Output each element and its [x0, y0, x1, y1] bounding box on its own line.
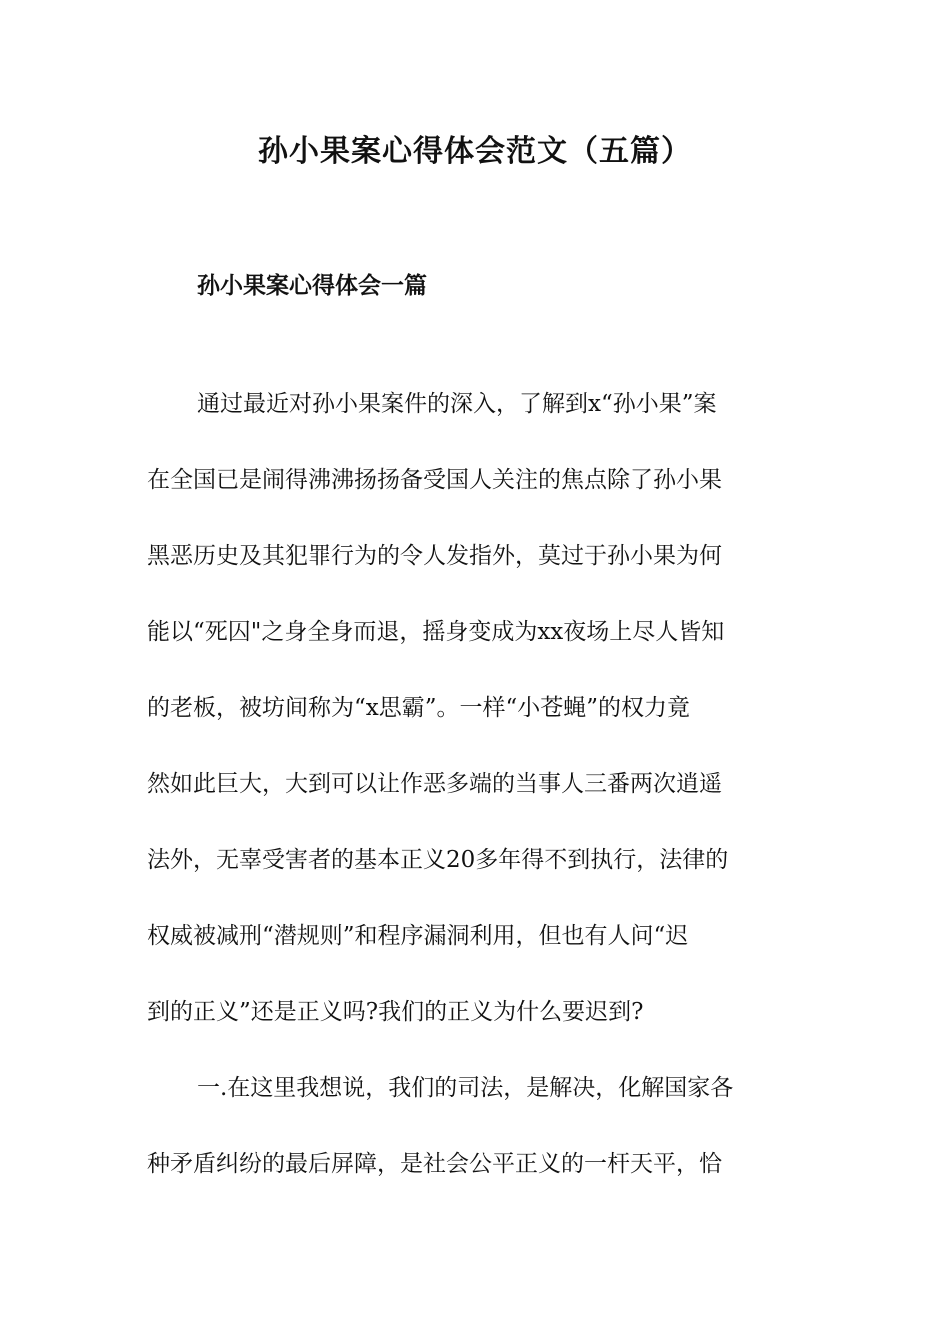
text-line: 法外，无辜受害者的基本正义20多年得不到执行，法律的 — [147, 847, 729, 873]
text-line: 一.在这里我想说，我们的司法，是解决，化解国家各 — [197, 1075, 734, 1101]
document-body — [147, 366, 807, 1202]
text-line: 权威被减刑“潜规则”和程序漏洞利用，但也有人问“迟 — [147, 923, 689, 949]
text-line: 通过最近对孙小果案件的深入，了解到x“孙小果”案 — [197, 391, 717, 417]
text-line: 能以“死囚"之身全身而退，摇身变成为xx夜场上尽人皆知 — [147, 619, 725, 645]
document-title: 孙小果案心得体会范文（五篇） — [258, 134, 692, 169]
text-line: 种矛盾纠纷的最后屏障，是社会公平正义的一杆天平，恰 — [147, 1151, 722, 1177]
text-line: 到的正义”还是正义吗?我们的正义为什么要迟到? — [147, 999, 644, 1025]
text-line: 然如此巨大，大到可以让作恶多端的当事人三番两次逍遥 — [147, 771, 722, 797]
text-line: 在全国已是闹得沸沸扬扬备受国人关注的焦点除了孙小果 — [147, 467, 722, 493]
section-heading: 孙小果案心得体会一篇 — [197, 273, 427, 299]
text-line: 的老板，被坊间称为“x思霸”。一样“小苍蝇”的权力竟 — [147, 695, 691, 721]
text-line: 黑恶历史及其犯罪行为的令人发指外，莫过于孙小果为何 — [147, 543, 722, 569]
